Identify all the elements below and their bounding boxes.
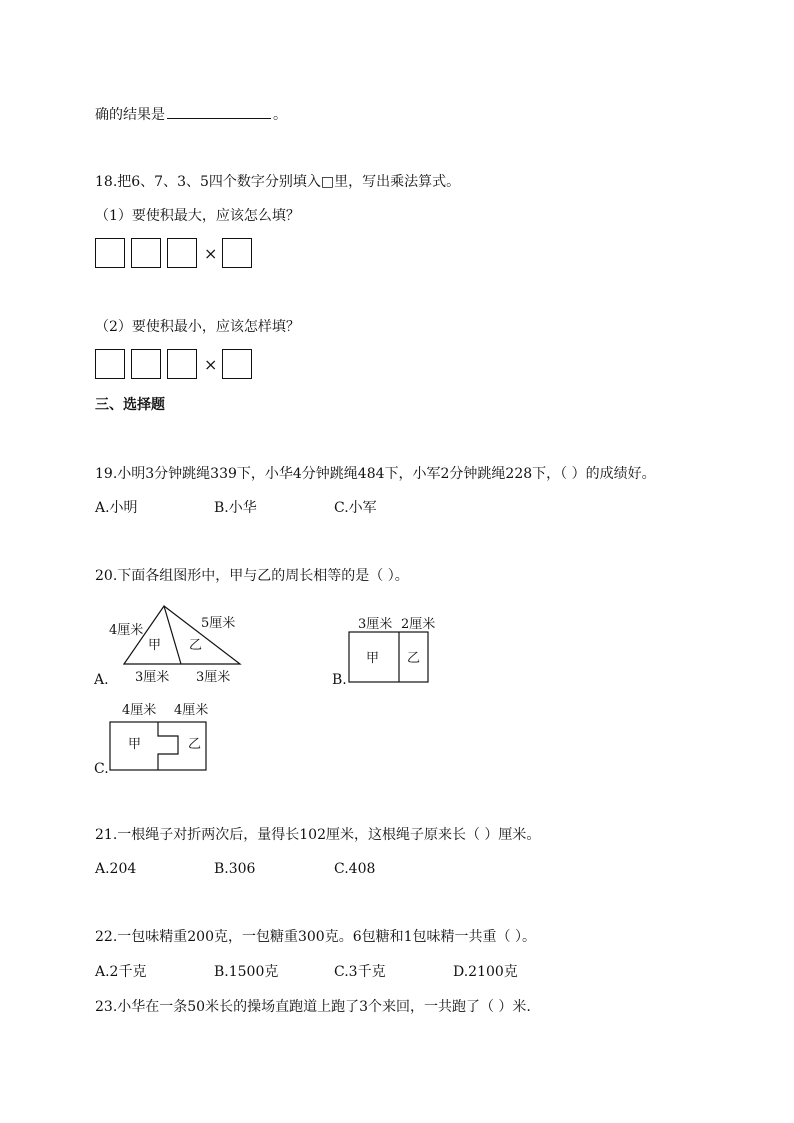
answer-box[interactable]	[222, 349, 252, 379]
q20-option-b-letter[interactable]: B.	[332, 672, 347, 688]
label-top-left: 3厘米	[358, 617, 393, 632]
notched-divider	[158, 722, 178, 770]
q19-stem: 19.小明3分钟跳绳339下，小华4分钟跳绳484下，小军2分钟跳绳228下，（ ）的成绩好。	[95, 466, 656, 482]
label-base-right: 3厘米	[196, 670, 231, 685]
q23-stem: 23.小华在一条50米长的操场直跑道上跑了3个来回，一共跑了（ ）米.	[95, 999, 531, 1015]
label-yi: 乙	[407, 651, 421, 666]
label-yi: 乙	[189, 638, 203, 653]
answer-box[interactable]	[167, 238, 197, 268]
q17-tail-text: 确的结果是	[95, 107, 165, 123]
q17-tail	[95, 104, 287, 124]
label-top-left: 4厘米	[122, 703, 157, 718]
q22-stem: 22.一包味精重200克，一包糖重300克。6包糖和1包味精一共重（ ）。	[95, 929, 536, 945]
q17-tail-end: 。	[273, 107, 287, 123]
q20-figure-b	[340, 610, 450, 690]
answer-blank[interactable]	[167, 104, 271, 119]
section-title: 三、选择题	[95, 397, 165, 413]
q19-option-c[interactable]: C.小军	[334, 500, 377, 516]
label-base-left: 3厘米	[135, 670, 170, 685]
q22-option-b[interactable]: B.1500克	[214, 964, 279, 980]
label-jia: 甲	[128, 737, 142, 752]
triangle-divider	[164, 606, 181, 664]
q22-option-c[interactable]: C.3千克	[334, 964, 386, 980]
answer-box[interactable]	[222, 238, 252, 268]
q20-option-a-letter[interactable]: A.	[94, 672, 109, 688]
q21-option-b[interactable]: B.306	[214, 861, 256, 877]
label-top-right: 2厘米	[401, 617, 436, 632]
q18-stem: 18.把6、7、3、5四个数字分别填入□里，写出乘法算式。	[95, 174, 461, 190]
q19-option-a[interactable]: A.小明	[95, 500, 138, 516]
q22-option-d[interactable]: D.2100克	[453, 964, 518, 980]
answer-box[interactable]	[95, 349, 125, 379]
q20-stem: 20.下面各组图形中，甲与乙的周长相等的是（ ）。	[95, 568, 409, 584]
q18-part2: （2）要使积最小，应该怎样填？	[95, 319, 300, 335]
label-yi: 乙	[188, 737, 202, 752]
q21-stem: 21.一根绳子对折两次后，量得长102厘米，这根绳子原来长（ ）厘米。	[95, 827, 541, 843]
q19-option-b[interactable]: B.小华	[214, 500, 257, 516]
q18-part1: （1）要使积最大，应该怎么填？	[95, 208, 300, 224]
answer-box[interactable]	[95, 238, 125, 268]
q22-option-a[interactable]: A.2千克	[95, 964, 147, 980]
q21-option-a[interactable]: A.204	[95, 861, 137, 877]
q20-figure-a	[100, 600, 260, 692]
label-jia: 甲	[148, 638, 162, 653]
label-left-side: 4厘米	[109, 623, 144, 638]
answer-box[interactable]	[131, 238, 161, 268]
times-sign: ×	[204, 244, 218, 263]
label-jia: 甲	[366, 651, 380, 666]
times-sign: ×	[204, 355, 218, 374]
label-top-right: 4厘米	[174, 703, 209, 718]
q20-option-c-letter[interactable]: C.	[94, 761, 109, 777]
q20-figure-c	[100, 698, 220, 778]
answer-box[interactable]	[167, 349, 197, 379]
answer-box[interactable]	[131, 349, 161, 379]
label-right-side: 5厘米	[201, 616, 236, 631]
q21-option-c[interactable]: C.408	[334, 861, 376, 877]
